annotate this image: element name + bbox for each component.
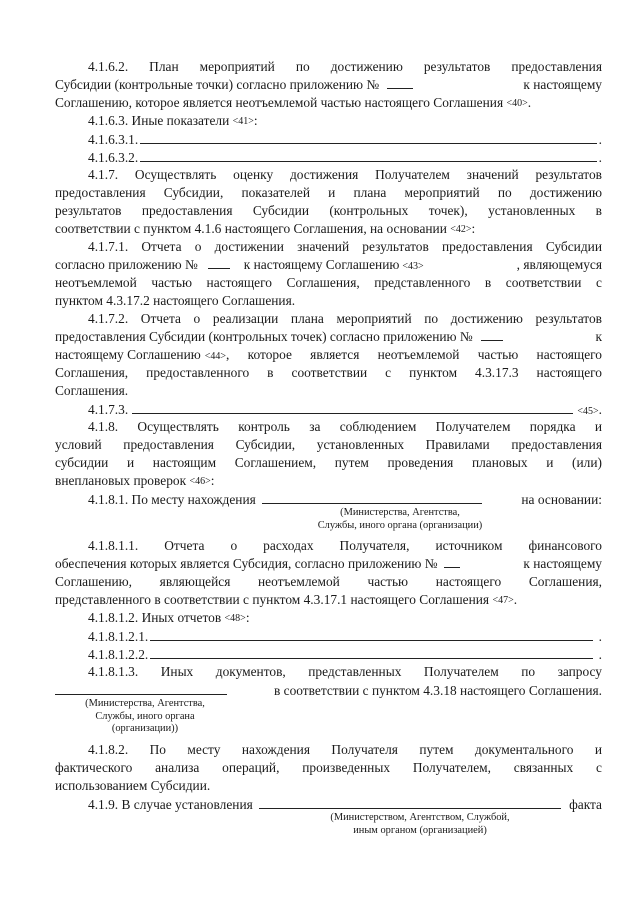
blank-line xyxy=(208,257,230,269)
caption-line: (организации)) xyxy=(111,723,179,734)
blank-line xyxy=(262,491,482,504)
caption-line: Службы, иного органа (организации) xyxy=(317,519,483,531)
text-line xyxy=(55,455,602,471)
text: настоящему Соглашению xyxy=(55,347,201,362)
text: 4.1.8.1.3. Иных документов, представленных Получателем по запросу xyxy=(88,664,602,679)
text-line: внеплановых проверок <46>: xyxy=(55,473,215,488)
text: Субсидии (контрольные точки) согласно приложению № xyxy=(55,77,380,92)
text: на основании: xyxy=(521,492,602,507)
text: 4.1.7. Осуществлять оценку достижения Получателем значений результатов xyxy=(88,167,602,182)
text: 4.1.6.3.1. xyxy=(88,132,139,147)
text: неотъемлемой частью настоящего Соглашения, представленного в соответствии с xyxy=(55,275,602,290)
text: 4.1.8. Осуществлять контроль за соблюдением Получателем порядка и xyxy=(88,419,602,434)
text-line xyxy=(55,682,602,699)
text-line xyxy=(55,275,602,291)
blank-line xyxy=(259,796,561,809)
caption-line: (Министерством, Агентством, Службой, xyxy=(330,812,510,823)
text-line xyxy=(55,203,602,219)
blank-line xyxy=(150,646,592,659)
text: 4.1.8.1.1. Отчета о расходах Получателя, источником финансового xyxy=(88,538,602,553)
text-line: 4.1.7.3. <45> . xyxy=(88,401,602,420)
text-line xyxy=(88,664,602,680)
text: 4.1.7.1. Отчета о достижении значений результатов предоставления Субсидии xyxy=(88,239,602,254)
text-line: соответствии с пунктом 4.1.6 настоящего Соглашения, на основании <42>: xyxy=(55,221,476,236)
blank-line xyxy=(55,682,227,695)
text-line xyxy=(88,742,602,758)
text: Соглашения, предоставленного в соответствии с пунктом 4.3.17.3 настоящего xyxy=(55,365,602,380)
text: результатов предоставления Субсидии (контрольных точек), установленных в xyxy=(55,203,602,218)
text-line xyxy=(55,383,602,399)
text-line: 4.1.6.3.2. . xyxy=(88,150,602,165)
text: к настоящему xyxy=(523,556,602,571)
text-line xyxy=(88,538,602,554)
text: 4.1.8.1.2. Иных отчетов xyxy=(88,610,222,625)
field-caption xyxy=(55,698,235,736)
text-line xyxy=(88,491,602,508)
text-line xyxy=(88,796,602,813)
text-line: 4.1.8.1.2.2. . xyxy=(88,647,602,662)
text: предоставления Субсидии, показателей и плана мероприятий по достижению xyxy=(55,185,602,200)
text: соответствии с пунктом 4.1.6 настоящего Соглашения, на основании xyxy=(55,221,447,236)
text-line xyxy=(55,329,602,345)
text-line: 4.1.8.1.2. Иных отчетов <48>: xyxy=(88,610,250,625)
blank-line xyxy=(132,401,573,414)
blank-line xyxy=(481,329,503,341)
text-line xyxy=(88,419,602,435)
text: пунктом 4.3.17.2 настоящего Соглашения. xyxy=(55,293,296,308)
text: 4.1.7.3. xyxy=(88,402,129,417)
caption-line: Службы, иного органа xyxy=(95,710,195,722)
text: 4.1.6.3.2. xyxy=(88,150,139,165)
text-line xyxy=(55,556,602,572)
text: использованием Субсидии. xyxy=(55,778,211,793)
text: фактического анализа операций, произведенных Получателем, связанных с xyxy=(55,760,602,775)
text: Соглашения. xyxy=(55,383,129,398)
footnote-ref: <41> xyxy=(232,116,254,127)
caption-line: иным органом (организацией) xyxy=(353,824,487,836)
text: Соглашению, являющейся неотъемлемой частью настоящего Соглашения, xyxy=(55,574,602,589)
text: , которое является неотъемлемой частью настоящего xyxy=(226,347,602,362)
footnote-ref: <43> xyxy=(402,261,424,272)
text-line xyxy=(55,760,602,776)
text: 4.1.8.1. По месту нахождения xyxy=(88,492,256,507)
text: к xyxy=(595,329,602,344)
blank-line xyxy=(387,77,413,89)
text-line xyxy=(55,347,602,365)
text-line xyxy=(88,239,602,255)
text-line: 4.1.6.3.1. . xyxy=(88,132,602,147)
footnote-ref: <47> xyxy=(492,595,514,606)
text: предоставления Субсидии (контрольных точек) согласно приложению № xyxy=(55,329,473,344)
caption-line: (Министерства, Агентства, xyxy=(340,507,460,518)
text: к настоящему Соглашению xyxy=(243,257,400,272)
text-line: 4.1.6.3. Иные показатели <41>: xyxy=(88,113,258,128)
text: условий предоставления Субсидии, установленных Правилами предоставления xyxy=(55,437,602,452)
caption-line: (Министерства, Агентства, xyxy=(85,698,205,709)
text: 4.1.9. В случае установления xyxy=(88,797,253,812)
text: 4.1.6.3. Иные показатели xyxy=(88,113,230,128)
text: факта xyxy=(569,797,602,812)
footnote-ref: <45> xyxy=(577,406,599,417)
text-line xyxy=(55,185,602,201)
text: 4.1.8.2. По месту нахождения Получателя путем документального и xyxy=(88,742,602,757)
footnote-ref: <40> xyxy=(506,98,528,109)
text: 4.1.8.1.2.1. xyxy=(88,629,149,644)
footnote-ref: <46> xyxy=(189,476,211,487)
footnote-ref: <42> xyxy=(450,224,472,235)
text: согласно приложению № xyxy=(55,257,198,272)
footnote-ref: <48> xyxy=(224,613,246,624)
text: в соответствии с пунктом 4.3.18 настоящего Соглашения. xyxy=(273,683,602,698)
text: внеплановых проверок xyxy=(55,473,187,488)
text-line xyxy=(55,77,602,93)
text-line xyxy=(88,59,602,75)
blank-line xyxy=(140,149,596,162)
text-line xyxy=(55,365,602,381)
text: 4.1.7.2. Отчета о реализации плана мероприятий по достижению результатов xyxy=(88,311,602,326)
text-line xyxy=(55,574,602,590)
text: , являющемуся xyxy=(516,257,602,272)
text-line xyxy=(55,257,602,275)
text: обеспечения которых является Субсидия, согласно приложению № xyxy=(55,556,438,571)
text-line xyxy=(88,167,602,183)
text: субсидии и настоящим Соглашением, путем проведения плановых и (или) xyxy=(55,455,602,470)
field-caption xyxy=(300,507,500,532)
text: 4.1.8.1.2.2. xyxy=(88,647,149,662)
text-line xyxy=(55,293,602,309)
text: к настоящему xyxy=(523,77,602,92)
blank-line xyxy=(444,556,460,568)
text: представленного в соответствии с пунктом 4.3.17.1 настоящего Соглашения xyxy=(55,592,490,607)
text-line: Соглашению, которое является неотъемлемой частью настоящего Соглашения <40>. xyxy=(55,95,532,110)
text-line xyxy=(55,778,602,794)
text: 4.1.6.2. План мероприятий по достижению результатов предоставления xyxy=(88,59,602,74)
text-line: представленного в соответствии с пунктом 4.3.17.1 настоящего Соглашения <47>. xyxy=(55,592,518,607)
text-line xyxy=(88,311,602,327)
text: Соглашению, которое является неотъемлемой частью настоящего Соглашения xyxy=(55,95,504,110)
text-line xyxy=(55,437,602,453)
footnote-ref: <44> xyxy=(204,351,227,362)
field-caption xyxy=(300,812,540,837)
blank-line xyxy=(150,628,592,641)
blank-line xyxy=(140,131,596,144)
text-line: 4.1.8.1.2.1. . xyxy=(88,629,602,644)
